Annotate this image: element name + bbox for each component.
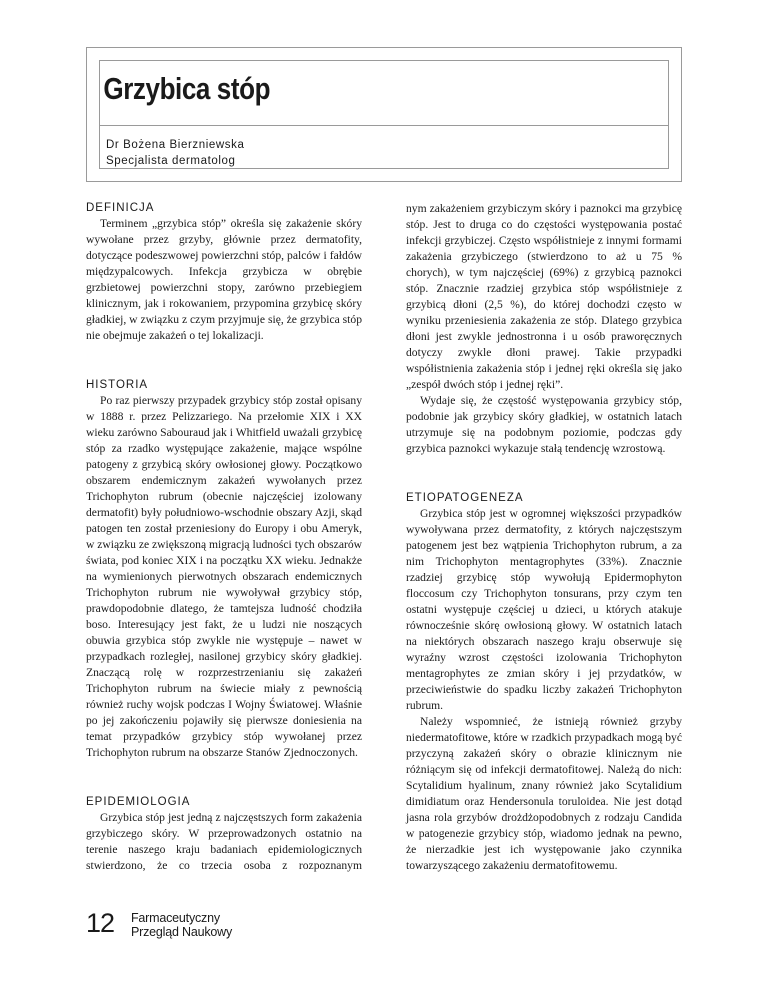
heading-historia: HISTORIA <box>86 379 149 391</box>
author-block <box>106 137 244 169</box>
journal-name <box>131 912 232 939</box>
journal-name-line2: Przegląd Naukowy <box>131 924 233 939</box>
paragraph-epidemiologia-continued: nym zakażeniem grzybiczym skóry i paznokci ma grzybicę stóp. Jest to druga co do częstości występowania postać infekcji grzybiczej. Często współistnieje z innymi formami zakażenia grzybiczego (stwierdzono to aż u 75 % chorych), w tym najczęściej (69%) z grzybicą paznokci stóp. Znacznie rzadziej grzybica stóp współistnieje z grzybicą dłoni (2,5 %), do której dochodzi często w wyniku przeniesienia zakażenia ze stóp. Dlatego grzybica dłoni jest zwykle jednostronna i u osób praworęcznych dotyczy zwykle dłoni prawej. Takie przypadki współistnienia zakażenia stóp i jednej ręki określa się jako „zespół dwóch stóp i jednej ręki”. <box>406 202 682 391</box>
page-footer <box>86 910 386 950</box>
article-header-inner <box>99 60 669 169</box>
paragraph-epidemiologia-2: Wydaje się, że częstość występowania grzybicy stóp, podobnie jak grzybicy skóry gładkiej, w ostatnich latach utrzymuje się na podobnym poziomie, podczas gdy grzybica paznokci wykazuje stałą tendencję wzrostową. <box>406 394 682 455</box>
paragraph-etiopatogeneza-1: Grzybica stóp jest w ogromnej większości przypadków wywoływana przez dermatofity, z których najczęstszym patogenem jest bez wątpienia Trichophyton rubrum, a za nim Trichophyton mentagrophytes (33%). Znacznie rzadziej grzybicę stóp wywołują Epidermophyton floccosum czy Trichophyton tonsurans, przy czym ten ostatni występuje częściej u dzieci, u których atakuje równocześnie skórę owłosioną głowy. W ostatnich latach na niektórych obszarach naszego kraju obserwuje się wyraźny wzrost częstości izolowania Trichophyton mentagrophytes ze zmian skóry i jej przydatków, w przeciwieństwie do spadku liczby zakażeń Trichophyton rubrum. <box>406 507 682 712</box>
paragraph-epidemiologia-start: Grzybica stóp jest jedną z najczęstszych form zakażenia grzybiczego skóry. W przeprowadzonych ostatnio na terenie naszego kraju badaniach epidemiologicznych stwierdzono, że co trzecia osoba z rozpoznanym <box>86 811 362 872</box>
journal-name-line1: Farmaceutyczny <box>131 911 220 925</box>
author-role: Specjalista dermatolog <box>106 155 236 167</box>
author-name: Dr Bożena Bierzniewska <box>106 139 245 151</box>
paragraph-etiopatogeneza-2: Należy wspomnieć, że istnieją również grzyby niedermatofitowe, które w rzadkich przypadkach mogą być przyczyną zakażeń skóry o obrazie klinicznym nie różniącym się od infekcji dermatofitowej. Należą do nich: Scytalidium hyalinum, znany również jako Scytalidium dimidiatum oraz Hendersonula toruloidea. Nie jest dotąd jasna rola grzybów drożdżopodobnych z rodzaju Candida w patogenezie grzybicy stóp, wiadomo jednak na pewno, że nierzadkie jest ich występowanie jako czynnika towarzyszącego zakażeniu dermatofitowemu. <box>406 715 682 872</box>
paragraph-historia: Po raz pierwszy przypadek grzybicy stóp został opisany w 1888 r. przez Pelizzariego. Na przełomie XIX i XX wieku zarówno Sabouraud jak i Whitfield uważali grzybicę stóp za rzadko występujące zakażenie, mające wspólne patogeny z grzybicą skóry owłosionej głowy. Początkowo obszarem endemicznym zakażeń wywołanych przez Trichophyton rubrum (obecnie najczęściej izolowany dermatofit) były południowo-wschodnie obszary Azji, skąd patogen ten został przeniesiony do Europy i obu Ameryk, w związku ze zwiększoną migracją ludności tych obszarów świata, pod koniec XIX i na początku XX wieku. Jednakże na wymienionych pierwotnych obszarach endemicznych Trichophyton rubrum nie wywoływał grzybicy stóp, prawdopodobnie dlatego, że tamtejsza ludność chodziła boso. Interesujący jest fakt, że u ludzi nie noszących obuwia grzybica stóp zwykle nie występuje – nawet w przypadkach rozległej, nasilonej grzybicy skóry gładkiej. Znaczącą rolę w rozprzestrzenianiu się zakażeń Trichophyton rubrum na świecie miały z pewnością również ruchy wojsk podczas I Wojny Światowej. Właśnie po jej zakończeniu pojawiły się pierwsze doniesienia na temat przypadków grzybicy stóp wywołanej przez Trichophyton rubrum na obszarze Stanów Zjednoczonych. <box>86 394 362 759</box>
heading-epidemiologia: EPIDEMIOLOGIA <box>86 796 191 808</box>
section-spacer <box>86 344 362 378</box>
section-spacer <box>406 457 682 491</box>
article-header-box <box>86 47 682 182</box>
section-spacer <box>86 761 362 795</box>
heading-etiopatogeneza: ETIOPATOGENEZA <box>406 492 524 504</box>
paragraph-definicja: Terminem „grzybica stóp” określa się zakażenie skóry wywołane przez grzyby, głównie przez dermatofity, dotyczące podeszwowej powierzchni stóp, palców i fałdów międzypalcowych. Infekcja grzybicza w obrębie grzbietowej powierzchni stopy, zarówno przebiegiem klinicznym, jak i rokowaniem, przypomina grzybicę skóry gładkiej, w związku z czym przyjmuje się, że grzybica stóp nie obejmuje zakażeń o tej lokalizacji. <box>86 217 362 342</box>
page-number: 12 <box>86 908 115 938</box>
left-column <box>86 201 362 874</box>
right-column <box>406 201 682 874</box>
title-divider <box>100 125 668 126</box>
article-title: Grzybica stóp <box>103 71 271 106</box>
heading-definicja: DEFINICJA <box>86 202 155 214</box>
